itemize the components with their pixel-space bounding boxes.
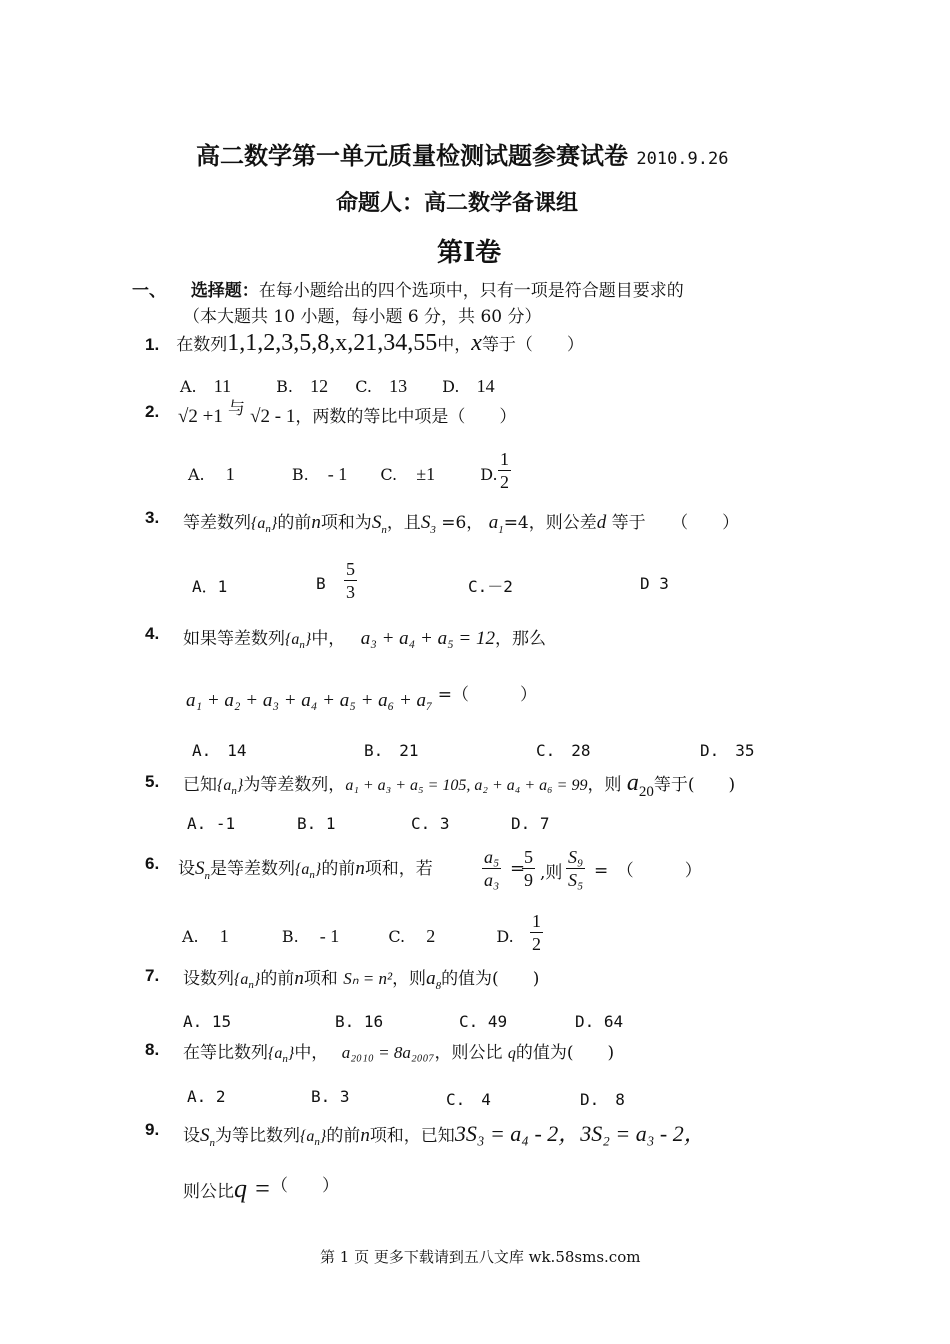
fraction-denominator: 3 [346, 582, 355, 602]
option-value: 13 [389, 376, 408, 396]
sqrt-expression: √2 - 1 [250, 406, 296, 427]
q4-option-c: C. 28 [536, 741, 591, 760]
question-6-body: 设$S_n$是等差数列$\{a_n\}$的前n项和，若 [178, 858, 433, 882]
question-2 [145, 402, 159, 422]
condition-expression: a₃ + a₄ + a₅ = 12 [360, 628, 495, 649]
question-6 [145, 854, 159, 874]
question-number: 9. [145, 1120, 160, 1139]
question-number: 6. [145, 854, 160, 873]
variable-n: n [311, 512, 321, 533]
question-number: 4. [145, 624, 160, 643]
question-text: 与 [228, 399, 245, 419]
option-label: D. [442, 377, 460, 396]
option-label: D. [496, 927, 514, 946]
question-text: 的值为( ) [515, 1043, 615, 1063]
question-text: 为等比数列 [215, 1126, 300, 1146]
variable-S3: S [420, 512, 431, 533]
question-number: 5. [145, 772, 160, 791]
q7-option-d: D. 64 [575, 1012, 624, 1031]
option-value: ±1 [416, 464, 436, 484]
question-9-body: 设$S_n$为等比数列$\{a_n\}$的前n项和，已知3S₃ = a₄ - 2，3S₂ = a₃ - 2， [183, 1121, 706, 1149]
question-text: 项和为 [320, 513, 372, 533]
variable-d: d [596, 512, 607, 533]
question-7 [145, 966, 159, 986]
question-number: 3. [145, 508, 160, 527]
question-text: （ ） [271, 1176, 340, 1196]
q7-option-a: A. 15 [183, 1012, 232, 1031]
question-text: ，那么 [495, 629, 546, 649]
question-text: 为等差数列， [243, 775, 346, 795]
q5-option-d: D. 7 [511, 814, 550, 833]
question-4-body: 如果等差数列$\{a_n\}$中， a₃ + a₄ + a₅ = 12，那么 [183, 628, 546, 652]
author-line: 命题人：高二数学备课组 [336, 190, 579, 216]
option-value: 11 [213, 376, 232, 396]
variable-q: q = [234, 1174, 272, 1203]
sequence-an: {a [251, 515, 266, 532]
question-text: =（ ） [437, 685, 538, 705]
option-label: C. [380, 465, 398, 484]
question-text: 设数列 [183, 969, 234, 989]
condition-expression: a₂₀₁₀ = 8a₂₀₀₇ [341, 1043, 435, 1062]
question-text: 在等比数列 [183, 1043, 268, 1063]
option-label: B. [291, 465, 309, 484]
fraction-numerator: a₅ [484, 847, 500, 867]
question-3 [145, 508, 159, 528]
q4-option-a: A. 14 [192, 741, 247, 760]
q7-option-b: B. 16 [335, 1012, 384, 1031]
condition-expression: 3S₃ = a₄ - 2，3S₂ = a₃ - 2， [454, 1121, 706, 1146]
question-number: 8. [145, 1040, 160, 1059]
question-text: 等于( ) [653, 775, 736, 795]
question-text: ，则公比 [434, 1043, 503, 1063]
question-text: =4，则公差 [503, 513, 597, 533]
question-3-body: 等差数列$\{a_n\}$的前n项和为$S_n$，且$S_3 =6$， $a_1=4$，则公差d 等于 （ ） [183, 512, 740, 536]
question-text: 的前 [260, 969, 295, 989]
variable-S: S [371, 512, 382, 533]
fraction-five-ninths [522, 846, 535, 891]
question-text: 是等差数列 [210, 859, 295, 879]
question-2-body [178, 399, 517, 428]
question-text: 的值为( ) [441, 969, 540, 989]
question-8-body: 在等比数列$\{a_n\}$中， a₂₀₁₀ = 8a₂₀₀₇，则公比 q的值为( ) [183, 1043, 615, 1066]
question-text: 的前 [277, 513, 312, 533]
option-value: 1 [225, 464, 235, 484]
title-date: 2010.9.26 [636, 149, 729, 169]
q5-option-c: C. 3 [411, 814, 450, 833]
q7-option-c: C. 49 [459, 1012, 508, 1031]
q3-option-d: D 3 [640, 574, 669, 593]
question-text: ，则 [392, 969, 427, 989]
question-5-body: 已知$\{a_n\}$为等差数列，a₁ + a₃ + a₅ = 105, a₂ + a₄ + a₆ = 99，则 $a_{20}$等于( ) [183, 770, 736, 800]
document-title [196, 136, 728, 171]
q4-option-d: D. 35 [700, 741, 755, 760]
option-label: B. [276, 377, 294, 396]
q8-option-a: A. 2 [187, 1087, 226, 1106]
fraction-numerator: S₉ [568, 847, 584, 867]
question-text: 设 [178, 859, 195, 879]
fraction-one-half [530, 910, 543, 955]
question-text: 项和，若 [364, 859, 433, 879]
question-text: ，则 [587, 775, 622, 795]
question-text: =6， [441, 513, 484, 533]
condition-expression: Sₙ = n² [343, 969, 393, 988]
option-label: C. [355, 377, 372, 396]
question-text: 的前 [321, 859, 356, 879]
option-label: C. [388, 927, 406, 946]
fraction-denominator: a₃ [484, 870, 500, 890]
question-text: 项和 [303, 969, 338, 989]
option-label: A. [182, 927, 199, 946]
question-text: 中， [311, 629, 346, 649]
q3-option-a: A．1 [192, 577, 228, 596]
question-4 [145, 624, 159, 644]
option-value: 14 [476, 376, 495, 396]
question-text: 中， [294, 1043, 329, 1063]
fraction-denominator: 9 [524, 870, 533, 890]
fraction-one-half [498, 448, 511, 493]
q5-option-a: A. -1 [187, 814, 236, 833]
question-5 [145, 772, 159, 792]
fraction-denominator: 2 [500, 472, 509, 492]
section-title: 选择题： [190, 281, 259, 301]
section-note: （本大题共 10 小题，每小题 6 分，共 60 分） [183, 307, 542, 327]
question-text: 等于（ ） [481, 335, 584, 355]
variable-x: x [471, 330, 482, 356]
q2-options [188, 464, 498, 485]
variable-a1: a [488, 512, 499, 533]
condition-expression: a₁ + a₃ + a₅ = 105, a₂ + a₄ + a₆ = 99 [345, 777, 588, 794]
variable-q: q [507, 1045, 516, 1062]
question-text: = （ ） [594, 861, 702, 881]
q3-option-c: C.－2 [468, 577, 513, 596]
fraction-numerator: 5 [524, 847, 533, 867]
volume-title: 第Ⅰ卷 [437, 238, 502, 268]
q3-option-b-label: B [316, 574, 326, 593]
q5-option-b: B. 1 [297, 814, 336, 833]
question-8 [145, 1040, 159, 1060]
q8-option-c: C. 4 [446, 1090, 491, 1109]
question-number: 2. [145, 402, 160, 421]
question-number: 7. [145, 966, 160, 985]
fraction-s9-s5 [566, 846, 585, 891]
question-text: ,则 [540, 863, 563, 883]
question-4-sum [186, 686, 537, 712]
q8-option-d: D. 8 [580, 1090, 625, 1109]
question-text: 项和，已知 [369, 1126, 455, 1146]
fraction-numerator: 1 [532, 911, 541, 931]
fraction-denominator: S₅ [568, 870, 584, 890]
question-text: 中， [437, 335, 472, 355]
option-label: B. [281, 927, 299, 946]
question-text: 已知 [183, 775, 217, 795]
question-text: ，且 [386, 513, 421, 533]
sum-expression: a₁ + a₂ + a₃ + a₄ + a₅ + a₆ + a₇ [186, 690, 433, 711]
section-desc: 在每小题给出的四个选项中，只有一项是符合题目要求的 [258, 281, 684, 301]
option-label: A. [180, 377, 197, 396]
question-text: 如果等差数列 [183, 629, 285, 649]
page-footer: 第 1 页 更多下载请到五八文库 wk.58sms.com [320, 1248, 641, 1266]
option-label: A. [188, 465, 205, 484]
fraction-numerator: 5 [346, 559, 355, 579]
q4-option-b: B. 21 [364, 741, 419, 760]
question-number: 1. [145, 335, 160, 354]
q1-options [180, 376, 495, 397]
equals-sign: = [510, 858, 526, 879]
q8-option-b: B. 3 [311, 1087, 350, 1106]
fraction-five-thirds [344, 558, 357, 603]
question-text: 则公比 [183, 1182, 234, 1202]
option-value: 12 [310, 376, 329, 396]
sqrt-expression: √2 +1 [178, 406, 223, 427]
question-9-line2 [183, 1174, 339, 1204]
sequence-expression: 1,1,2,3,5,8,x,21,34,55 [227, 330, 438, 356]
option-value: 1 [219, 926, 229, 946]
question-text: 等差数列 [183, 513, 251, 533]
question-9 [145, 1120, 159, 1140]
question-text: 的前 [326, 1126, 361, 1146]
option-value: - 1 [319, 926, 340, 946]
q6-options [182, 926, 514, 947]
question-text: ，两数的等比中项是（ ） [295, 407, 517, 427]
option-label: D. [480, 465, 498, 484]
question-7-body: 设数列$\{a_n\}$的前n项和 Sₙ = n²，则$a_8$的值为( ) [183, 968, 540, 992]
option-value: - 1 [327, 464, 348, 484]
option-value: 2 [426, 926, 436, 946]
fraction-a5-a3 [482, 846, 501, 891]
section-heading [132, 276, 684, 301]
question-text: 设 [183, 1126, 200, 1146]
fraction-denominator: 2 [532, 934, 541, 954]
question-text: 在数列 [176, 335, 228, 355]
variable-a20: a [626, 770, 639, 796]
title-text: 高二数学第一单元质量检测试题参赛试卷 [196, 141, 628, 170]
question-text: 等于 （ ） [611, 513, 740, 533]
section-number: 一、 [132, 281, 166, 301]
question-1 [145, 330, 584, 357]
fraction-numerator: 1 [500, 449, 509, 469]
